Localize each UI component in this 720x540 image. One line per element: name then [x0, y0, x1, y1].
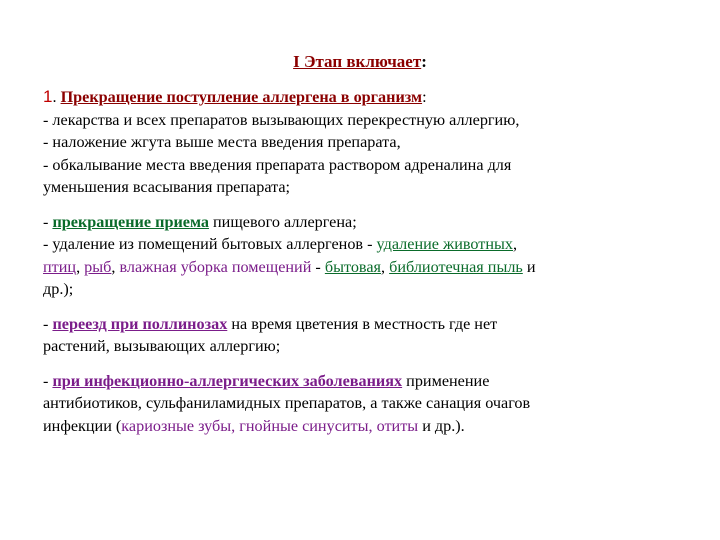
- title-colon: :: [421, 52, 427, 71]
- infection-foci: кариозные зубы, гнойные синуситы, отиты: [121, 416, 419, 435]
- household-and: и: [522, 257, 536, 276]
- household-comma-2: ,: [76, 257, 85, 276]
- household-dash-2: -: [311, 257, 325, 276]
- slide-body: [43, 86, 673, 437]
- food-rest: пищевого аллергена;: [208, 212, 357, 231]
- household-cleaning: влажная уборка помещений: [119, 257, 312, 276]
- item1-colon: :: [422, 88, 427, 106]
- household-dust: бытовая: [324, 257, 381, 276]
- household-line-3: др.);: [43, 280, 74, 298]
- drug-line-4: уменьшения всасывания препарата;: [43, 178, 291, 196]
- item1-heading: Прекращение поступление аллергена в организм: [60, 88, 423, 106]
- household-fish: рыб: [84, 257, 112, 276]
- infection-rest: применение: [402, 371, 490, 390]
- household-comma-3: ,: [111, 257, 120, 276]
- infection-line-3: [43, 415, 673, 438]
- household-comma-4: ,: [381, 257, 390, 276]
- household-birds: птиц: [43, 257, 77, 276]
- household-line-2: [43, 256, 673, 279]
- infection-line-1: [43, 370, 673, 393]
- household-library-dust: библиотечная пыль: [389, 257, 523, 276]
- item1-dot: .: [52, 88, 61, 106]
- household-animals: удаление животных: [376, 235, 513, 253]
- food-line: [43, 211, 673, 234]
- infection-suffix: и др.).: [418, 416, 465, 435]
- spacer: [43, 358, 673, 370]
- spacer: [43, 301, 673, 313]
- item1-heading-line: [43, 86, 673, 109]
- drug-line-2: - наложение жгута выше места введения препарата,: [43, 133, 401, 151]
- infection-line-2: антибиотиков, сульфаниламидных препаратов, а также санация очагов: [43, 394, 531, 412]
- food-dash: -: [43, 212, 53, 231]
- drug-line-1: - лекарства и всех препаратов вызывающих перекрестную аллергию,: [43, 110, 520, 129]
- pollinosis-line-2: растений, вызывающих аллергию;: [43, 337, 281, 355]
- slide-title: [0, 52, 720, 72]
- infection-dash: -: [43, 371, 53, 390]
- food-highlight: прекращение приема: [52, 212, 209, 231]
- item1-number: 1: [43, 87, 53, 106]
- infection-prefix: инфекции (: [43, 416, 122, 435]
- pollinosis-highlight: переезд при поллинозах: [52, 314, 228, 333]
- title-text: I Этап включает: [293, 52, 422, 71]
- drug-line-3: - обкалывание места введения препарата раствором адреналина для: [43, 155, 512, 174]
- infection-highlight: при инфекционно-аллергических заболеваниях: [52, 371, 403, 390]
- household-line-1: [43, 233, 673, 256]
- pollinosis-dash: -: [43, 314, 53, 333]
- pollinosis-line-1: [43, 313, 673, 336]
- spacer: [43, 199, 673, 211]
- pollinosis-rest: на время цветения в местность где нет: [227, 314, 498, 333]
- household-prefix: - удаление из помещений бытовых аллергенов -: [43, 235, 377, 253]
- household-comma-1: ,: [512, 235, 518, 253]
